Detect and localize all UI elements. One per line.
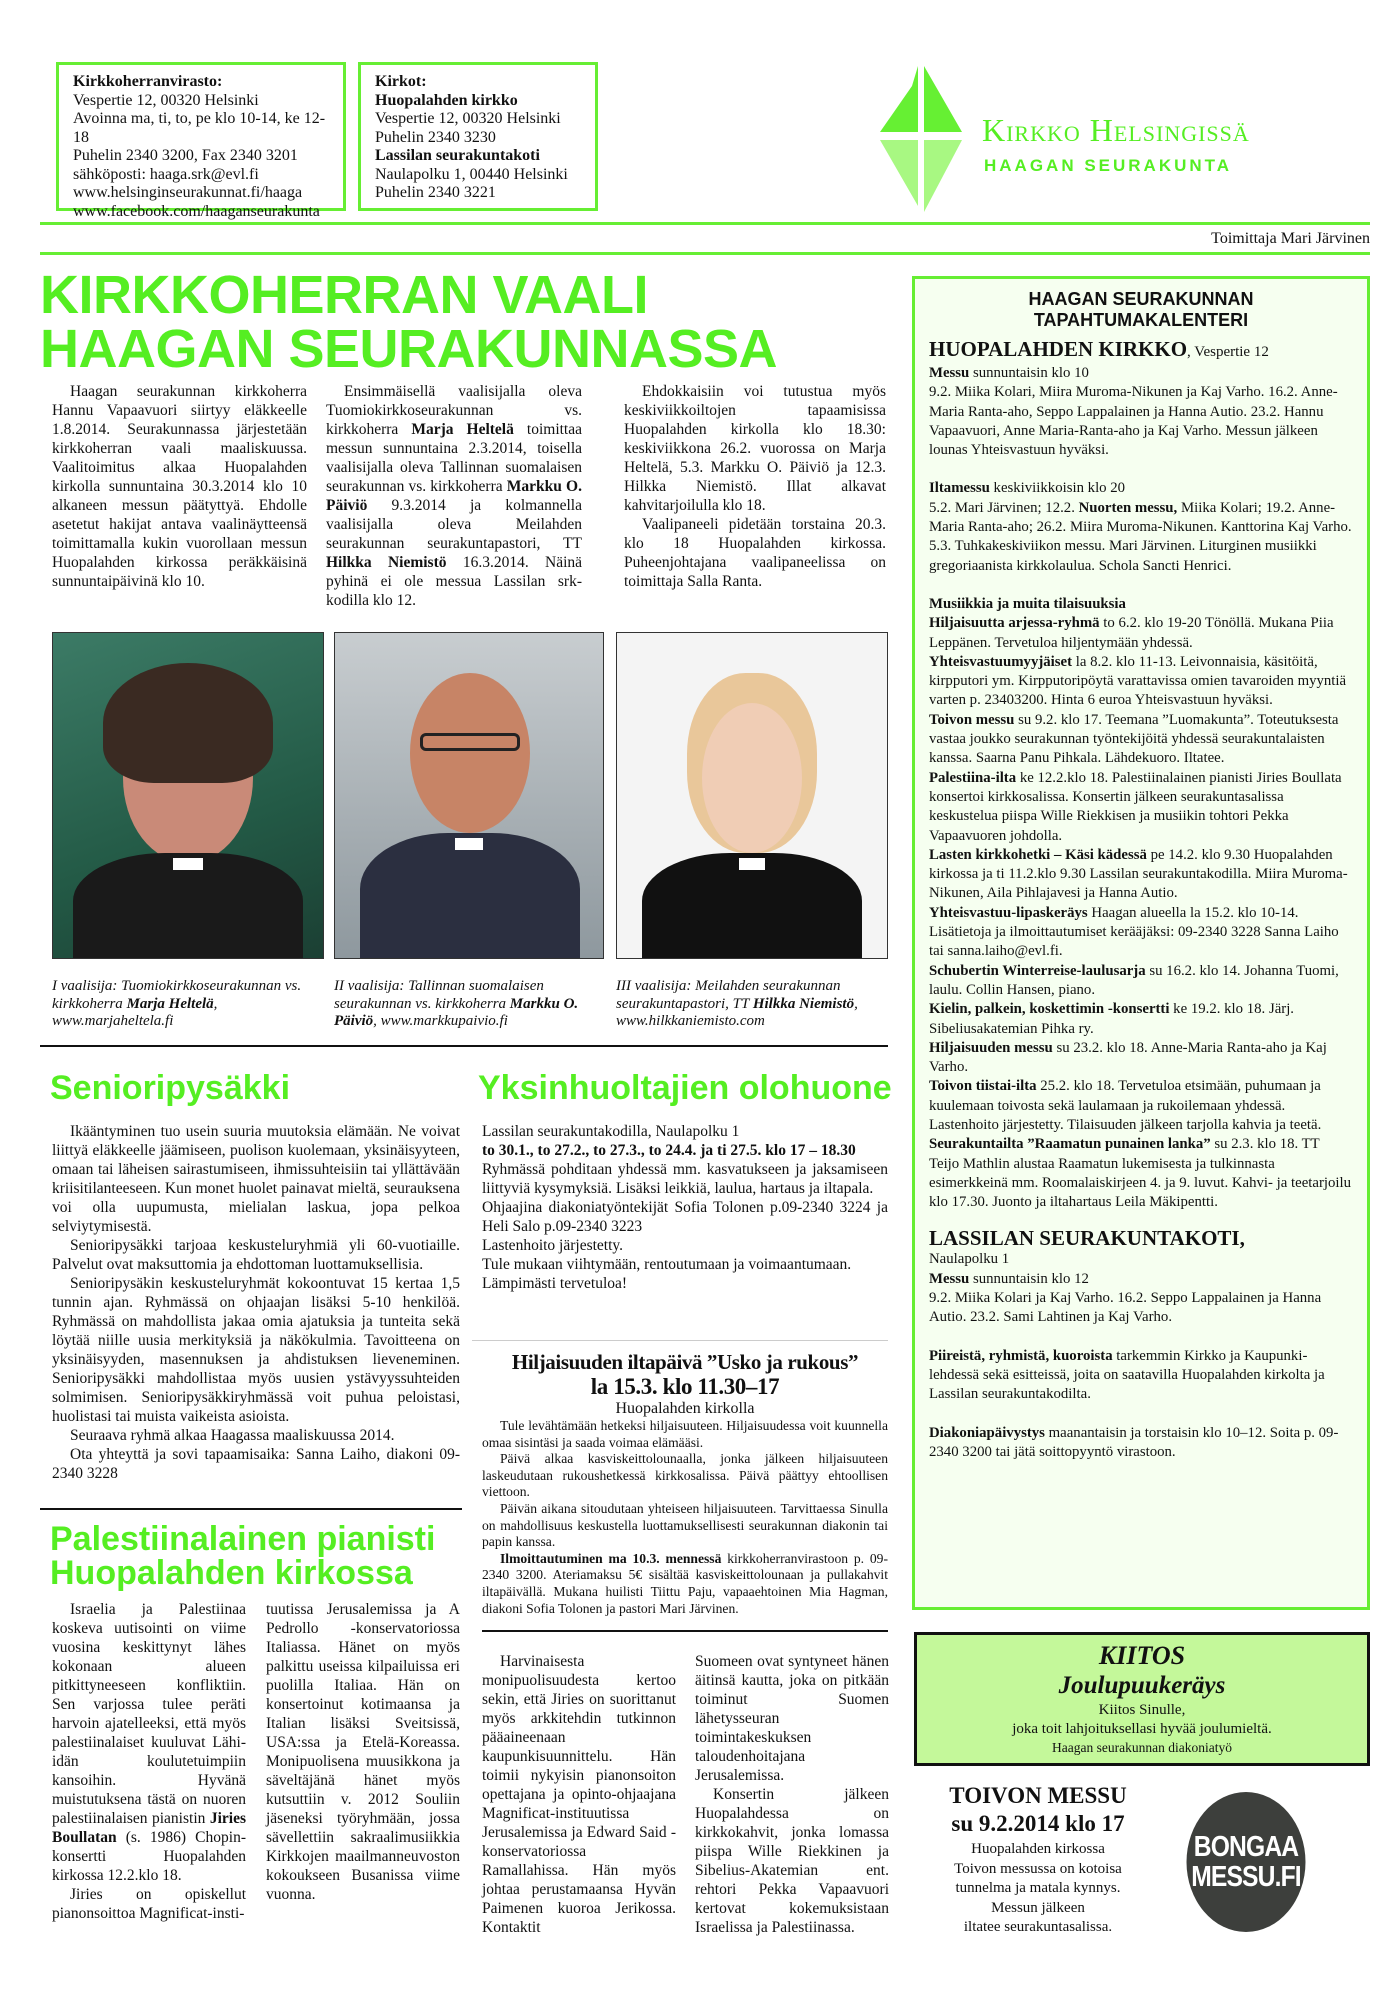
calendar-event: Lasten kirkkohetki – Käsi kädessä pe 14.2. klo 9.30 Huopalahden kirkossa ja ti 11.2.klo 9.30 Lassilan seurakuntakodilla. Miira Muroma-Nikunen, Aila Pihlajavesi ja Hanna Autio. [929, 846, 1348, 902]
calendar-title: HAAGAN SEURAKUNNAN TAPAHTUMAKALENTERI [1028, 289, 1254, 330]
senioripysakki-title: Senioripysäkki [50, 1069, 291, 1107]
calendar-event: Kielin, palkein, koskettimin -konsertti ke 19.2. klo 18. Järj. Sibeliusakatemian Pihka ry. [929, 1001, 1295, 1037]
office-info-box [56, 62, 346, 220]
candidate-3-caption: III vaalisija: Meilahden seurakunnan seurakuntapastori, TT Hilkka Niemistö, www.hilkkaniemisto.com [616, 978, 858, 1029]
header-divider-top [40, 222, 1370, 225]
toivon-messu-title: TOIVON MESSU [949, 1783, 1127, 1808]
church1-phone: Puhelin 2340 3230 [375, 128, 496, 146]
palestiina-col4: Suomeen ovat syntyneet hänen äitinsä kautta, joka on pitkään toiminut Suomen lähetysseuran toimintakeskuksen taloudenhoitajana Jerusalemissa. Konsertin jälkeen Huopalahdessa on kirkkokahvit, jonka lomassa piispa Wille Riekkinen ja Sibelius-Akatemian ent. rehtori Pekka Vapaavuori kertovat kokemuksistaan Israelissa ja Palestiinassa. [695, 1653, 889, 1936]
hiljaisuus-divider [482, 1630, 888, 1632]
calendar-groups: Piireistä, ryhmistä, kuoroista tarkemmin Kirkko ja Kaupunki-lehdessä sekä esitteissä, joita on saatavilla Huopalahden kirkolta ja Lassilan seurakuntakodilta. [929, 1347, 1325, 1403]
office-phone: Puhelin 2340 3200, Fax 2340 3201 [73, 147, 298, 164]
churches-info-box [358, 62, 598, 211]
office-website-link[interactable]: www.helsinginseurakunnat.fi/haaga [73, 184, 303, 201]
kiitos-subtitle: Joulupuukeräys [1058, 1672, 1226, 1699]
candidate-2-caption: II vaalisija: Tallinnan suomalaisen seurakunnan vs. kirkkoherra Markku O. Päiviö, www.markkupaivio.fi [334, 978, 579, 1029]
header-divider-bottom [40, 252, 1370, 255]
main-article-col1: Haagan seurakunnan kirkkoherra Hannu Vapaavuori siirtyy eläkkeelle 1.8.2014. Seurakunnassa järjestetään kirkkoherran vaali maaliskuussa. Vaalitoimitus alkaa Huopalahden kirkolla sunnuntaina 30.3.2014 klo 10 alkaneen messun päätyttyä. Ehdolle asetetut hakijat antava vaalinäytteensä toimittamalla kukin vuorollaan messun Huopalahden kirkossa peräkkäisinä sunnuntaipäivinä klo 10. [52, 383, 307, 590]
calendar-entry: 5.2. Mari Järvinen; 12.2. Nuorten messu, Miika Kolari; 19.2. Anne-Maria Ranta-aho; 26.2. Miira Muroma-Nikunen. Kanttorina Kaj Varho. 5.3. Tuhkakeskiviikon messu. Mari Järvinen. Liturginen musiikki gregoriaanista kirkkolaulua. Schola Sancti Henrici. [929, 499, 1352, 574]
calendar-event: Seurakuntailta ”Raamatun punainen lanka” su 2.3. klo 18. TT Teijo Mathlin alustaa Raamatun lukemisesta ja tulkinnasta esimerkkeinä mm. Roomalaiskirjeen 4. ja 9. luvut. Kahvi- ja teetarjoilu klo 17.30. Juonto ja iltahartaus Leila Mäkipentti. [929, 1136, 1352, 1211]
main-article-col3: Ehdokkaisiin voi tutustua myös keskiviikkoiltojen tapaamisissa Huopalahden kirkolla klo 18.30: keskiviikkona 26.2. vuorossa on Marja Heltelä, 5.3. Markku O. Päiviö ja 12.3. Hilkka Niemistö. Illat alkavat kahvitarjoilulla klo 18. Vaalipaneeli pidetään torstaina 20.3. klo 18 Huopalahden kirkossa. Puheenjohtajana vaalipaneelissa on toimittaja Salla Ranta. [624, 383, 886, 590]
church1-name: Huopalahden kirkko [375, 91, 518, 109]
candidate-3-photo [616, 632, 888, 959]
office-facebook-link[interactable]: www.facebook.com/haaganseurakunta [73, 202, 320, 220]
calendar-entry: 9.2. Miika Kolari, Miira Muroma-Nikunen ja Kaj Varho. 16.2. Anne-Maria Ranta-aho, Seppo Lappalainen ja Hanna Autio. 23.2. Hannu Vapaavuori, Anne Maria-Ranta-aho ja Kaj Varho. Messun jälkeen lounas Yhteisvastuun hyväksi. [929, 384, 1338, 459]
toivon-messu-date: su 9.2.2014 klo 17 [951, 1811, 1125, 1836]
yksinhuoltajat-title: Yksinhuoltajien olohuone [478, 1069, 892, 1107]
main-headline: KIRKKOHERRAN VAALI HAAGAN SEURAKUNNASSA [40, 265, 778, 379]
candidate-2-photo [334, 632, 604, 959]
church2-name: Lassilan seurakuntakoti [375, 147, 540, 164]
calendar-event: Palestiina-ilta ke 12.2.klo 18. Palestiinalainen pianisti Jiries Boullata konsertoi kirkkosalissa. Konsertin jälkeen seurakuntasalissa keskustelua piispa Wille Riekkisen ja musiikin tohtori Pekka Vapaavuoren johdolla. [929, 769, 1342, 844]
hiljaisuus-body: Tule levähtämään hetkeksi hiljaisuuteen. Hiljaisuudessa voit kuunnella omaa sisintäsi ja saada voimaa elämääsi. Päivä alkaa kasviskeittolounaalla, jonka jälkeen hiljaisuuteen laskeudutaan rukoushetkessä kirkkosalissa. Päivä päättyy ehtoollisen viettoon. Päivän aikana sitoudutaan yhteiseen hiljaisuuteen. Tarvittaessa Sinulla on mahdollisuus keskustella luottamuksellisesti seurakunnan diakonin tai papin kanssa. Ilmoittautuminen ma 10.3. mennessä kirkkoherranvirastoon p. 09-2340 3200. Ateriamaksu 5€ sisältää kasviskeittolounaan ja pullakahvit iltapäivällä. Mukana huilisti Tiittu Paju, vapaaehtoinen Mia Hagman, diakoni Sofia Tolonen ja pastori Mari Järvinen. [482, 1418, 889, 1616]
church1-address: Vespertie 12, 00320 Helsinki [375, 110, 561, 127]
palestiina-title: Palestiinalainen pianisti Huopalahden kirkossa [50, 1520, 436, 1592]
calendar-diakonia: Diakoniapäivystys maanantaisin ja torstaisin klo 10–12. Soita p. 09-2340 3200 tai jätä soittopyyntö virastoon. [929, 1424, 1339, 1460]
calendar-event: Toivon messu su 9.2. klo 17. Teemana ”Luomakunta”. Toteutuksesta vastaa joukko seurakunnan työntekijöitä yhdessä seurakuntalaisten kanssa. Saarna Panu Pihkala. Lähdekuoro. Iltatee. [929, 711, 1339, 767]
candidate-1-photo [52, 632, 324, 959]
calendar-entry-iltamessu: Iltamessu keskiviikkoisin klo 20 [929, 480, 1126, 497]
office-email-link[interactable]: sähköposti: haaga.srk@evl.fi [73, 165, 259, 183]
events-heading: Musiikkia ja muita tilaisuuksia [929, 595, 1126, 612]
palestiina-col3: Harvinaisesta monipuolisuudesta kertoo sekin, että Jiries on suorittanut myös arkkitehdin tutkinnon pääaineenaan kaupunkisuunnittelu. Hän toimii nykyisin pianonsoiton opettajana ja opinto-ohjaajana Magnificat-instituutissa Jerusalemissa ja Edward Said -konservatoriossa Ramallahissa. Hän myös johtaa perustamaansa Hyvän Paimenen kuoroa Jerikossa. Kontaktit [482, 1653, 676, 1936]
calendar-entry: Messu sunnuntaisin klo 12 [929, 1270, 1089, 1287]
office-address: Vespertie 12, 00320 Helsinki [73, 91, 259, 109]
church-logo-icon [878, 62, 968, 212]
churches-title: Kirkot: [375, 73, 427, 90]
venue-huopalahti: HUOPALAHDEN KIRKKO, Vespertie 12 [929, 337, 1269, 361]
hiljaisuus-heading: Hiljaisuuden iltapäivä ”Usko ja rukous” la 15.3. klo 11.30–17 Huopalahden kirkolla [511, 1350, 859, 1417]
senioripysakki-divider [40, 1508, 462, 1510]
editor-credit: Toimittaja Mari Järvinen [1211, 230, 1370, 247]
main-article-col2: Ensimmäisellä vaalisijalla oleva Tuomiokirkkoseurakunnan vs. kirkkoherra Marja Heltelä toimittaa messun sunnuntaina 2.3.2014, toisella vaalisijalla oleva Tallinnan suomalaisen seurakunnan vs. kirkkoherra Markku O. Päiviö 9.3.2014 ja kolmannella vaalisijalla oleva Meilahden seurakunnan seurakuntapastori, TT Hilkka Niemistö 16.3.2014. Näinä pyhinä ei ole messua Lassilan srk-kodilla klo 12. [326, 383, 583, 609]
calendar-event: Yhteisvastuumyyjäiset la 8.2. klo 11-13. Leivonnaisia, käsitöitä, kirpputori ym. Kirpputoripöytä varattavissa omien tavaroiden myyntiä varten p. 23403200. Hinta 6 euroa Yhteisvastuun hyväksi. [929, 653, 1347, 709]
palestiina-col2: tuutissa Jerusalemissa ja A Pedrollo -konservatoriossa Italiassa. Hänet on myös palkittu useissa kilpailuissa eri puolilla Italiaa. Hän on konsertoinut kotimaansa ja Italian lisäksi Sveitsissä, USA:ssa ja Etelä-Koreassa. Monipuolisena muusikkona ja säveltäjänä hänet myös kutsuttiin v. 2012 Souliin jäseneksi työryhmään, jossa sävellettiin sakraalimusiikkia Kirkkojen maailmanneuvoston kokoukseen Busanissa viime vuonna. [266, 1601, 460, 1903]
calendar-entry: 9.2. Miika Kolari ja Kaj Varho. 16.2. Seppo Lappalainen ja Hanna Autio. 23.2. Sami Lahtinen ja Kaj Varho. [929, 1290, 1322, 1326]
candidate-1-caption: I vaalisija: Tuomiokirkkoseurakunnan vs. kirkkoherra Marja Heltelä, www.marjaheltela.fi [52, 978, 302, 1029]
church2-address: Naulapolku 1, 00440 Helsinki [375, 165, 568, 183]
venue-lassila: LASSILAN SEURAKUNTAKOTI, [929, 1226, 1245, 1251]
senioripysakki-body: Ikääntyminen tuo usein suuria muutoksia elämään. Ne voivat liittyä eläkkeelle jäämiseen, puolison kuolemaan, yksinäisyyteen, omaan tai läheisen sairastumiseen, ihmissuhteisiin tai yllättävään kriisitilanteeseen. Kun monet huolet painavat mieltä, seurauksena voi olla uupumusta, mielialan laskua, jopa pelkoa selviytymisestä. Senioripysäkki tarjoaa keskusteluryhmiä yli 60-vuotiaille. Palvelut ovat maksuttomia ja ehdottoman luottamuksellisia. Senioripysäkin keskusteluryhmät kokoontuvat 15 kertaa 1,5 tunnin ajan. Ryhmässä on ohjaajan lisäksi 5-10 henkilöä. Ryhmässä on mahdollista jakaa omia ajatuksia ja tunteita sekä löytää niille uusia merkityksiä ja näkökulmia. Tavoitteena on yksinäisyyden, masennuksen ja ahdistuksen lieveneminen. Senioripysäkki mahdollistaa myös uusien ystävyyssuhteiden solmimisen. Senioripysäkkiryhmässä voit puhua peloistasi, huolistasi tai muista vaikeista asioista. Seuraava ryhmä alkaa Haagassa maaliskuussa 2014. Ota yhteyttä ja sovi tapaamisaika: Sanna Laiho, diakoni 09-2340 3228 [52, 1123, 460, 1482]
palestiina-col1: Israelia ja Palestiinaa koskeva uutisointi on viime vuosina keskittynyt lähes kokonaan alueen pitkittyneeseen konfliktiin. Sen varjossa tulee peräti harvoin ajatelleeksi, että myös palestiinalaiset kuuluvat Lähi-idän koulutetuimpiin kansoihin. Hyvänä muistutuksena tästä on nuoren palestiinalaisen pianistin Jiries Boullatan (s. 1986) Chopin-konsertti Huopalahden kirkossa 12.2.klo 18. Jiries on opiskellut pianonsoittoa Magnificat-insti- [52, 1601, 246, 1922]
calendar-event: Schubertin Winterreise-laulusarja su 16.2. klo 14. Johanna Tuomi, laulu. Collin Hansen, piano. [929, 962, 1339, 998]
section-divider [40, 1045, 888, 1047]
toivon-messu-ad: TOIVON MESSU su 9.2.2014 klo 17 Huopalahden kirkossa Toivon messussa on kotoisa tunnelma ja matala kynnys. Messun jälkeen iltatee seurakuntasalissa. [918, 1782, 1158, 1938]
logo-title: Kirkko Helsingissä [982, 112, 1250, 148]
office-title: Kirkkoherranvirasto: [73, 73, 223, 90]
calendar-event: Hiljaisuutta arjessa-ryhmä to 6.2. klo 19-20 Tönöllä. Mukana Piia Leppänen. Tervetuloa hiljentymään yhdessä. [929, 615, 1334, 651]
kiitos-title: KIITOS [1098, 1641, 1186, 1670]
calendar-entry: Messu sunnuntaisin klo 10 [929, 365, 1089, 381]
venue-lassila-address: Naulapolku 1 [929, 1251, 1010, 1268]
logo-subtitle: HAAGAN SEURAKUNTA [984, 156, 1233, 175]
office-hours: Avoinna ma, ti, to, pe klo 10-14, ke 12-18 [73, 110, 326, 146]
yksinhuoltajat-body: Lassilan seurakuntakodilla, Naulapolku 1 to 30.1., to 27.2., to 27.3., to 24.4. ja ti 27.5. klo 17 – 18.30 Ryhmässä pohditaan yhdessä mm. kasvatukseen ja jaksamiseen liittyviä kysymyksiä. Lisäksi leikkiä, laulua, hartaus ja iltapala. Ohjaajina diakoniatyöntekijät Sofia Tolonen p.09-2340 3224 ja Heli Salo p.09-2340 3223 Lastenhoito järjestetty. Tule mukaan viihtymään, rentoutumaan ja voimaantumaan. Lämpimästi tervetuloa! [482, 1123, 888, 1292]
calendar-event: Hiljaisuuden messu su 23.2. klo 18. Anne-Maria Ranta-aho ja Kaj Varho. [929, 1039, 1327, 1076]
kiitos-box: KIITOS Joulupuukeräys Kiitos Sinulle, joka toit lahjoituksellasi hyvää joulumieltä. Haagan seurakunnan diakoniatyö [914, 1632, 1370, 1766]
event-calendar [912, 276, 1370, 1610]
calendar-event: Toivon tiistai-ilta 25.2. klo 18. Tervetuloa etsimään, puhumaan ja kuulemaan toivosta sekä laulamaan ja rukoilemaan yhdessä. Lastenhoito järjestetty. Tilaisuuden jälkeen tarjolla kahvia ja teetä. [929, 1078, 1322, 1133]
calendar-event: Yhteisvastuu-lipaskeräys Haagan alueella la 15.2. klo 10-14. Lisätietoja ja ilmoittautumiset kerääjäksi: 09-2340 3228 Sanna Laiho tai sanna.laiho@evl.fi. [929, 904, 1339, 960]
yksinhuoltajat-divider [472, 1340, 888, 1341]
bongaa-messu-badge[interactable]: BONGAA MESSU.FI [1187, 1792, 1306, 1932]
church2-phone: Puhelin 2340 3221 [375, 184, 496, 201]
